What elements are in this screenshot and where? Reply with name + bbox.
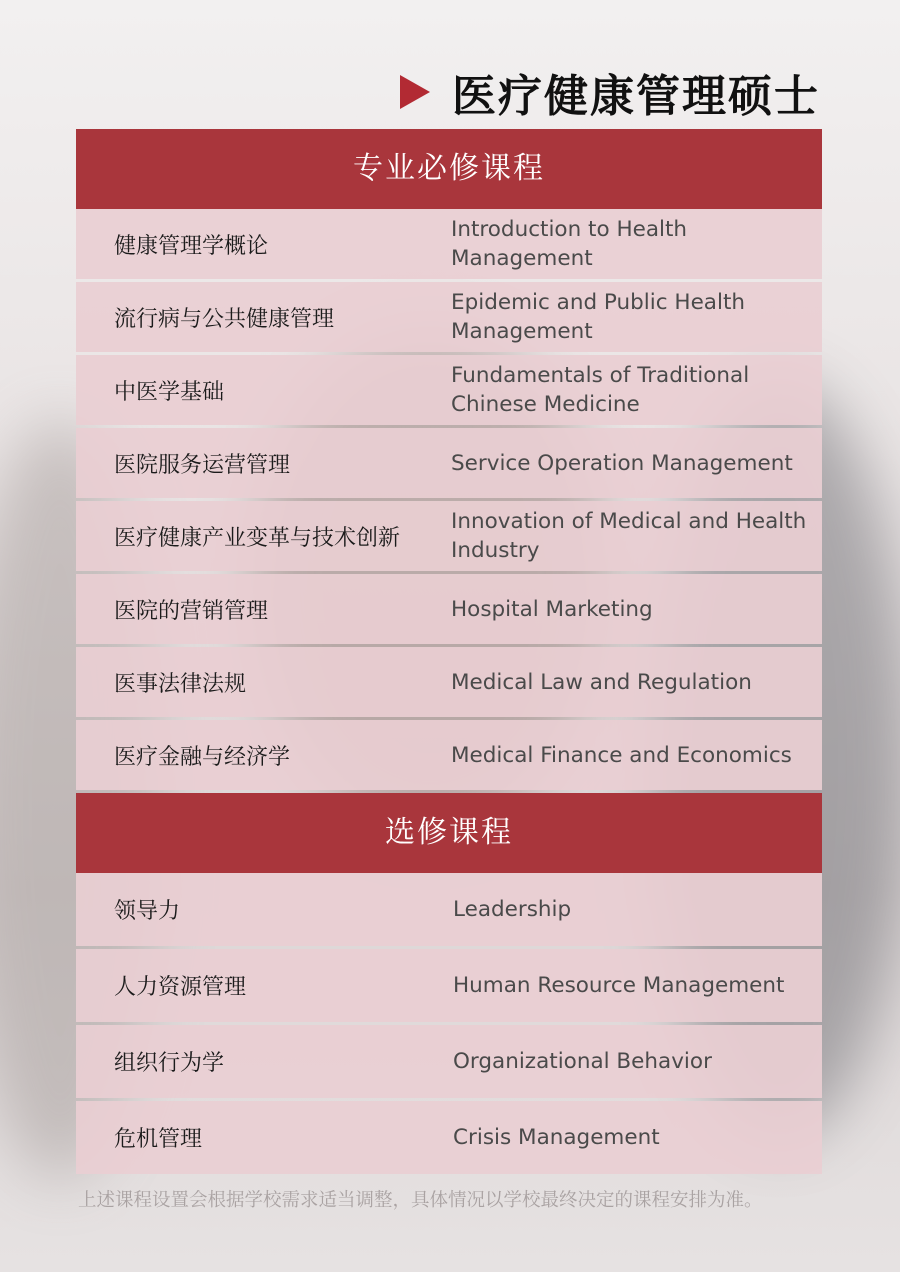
course-name-cn: 医疗金融与经济学 bbox=[114, 744, 291, 770]
course-name-en: Leadership bbox=[453, 897, 572, 922]
course-name-cn: 健康管理学概论 bbox=[114, 233, 269, 259]
course-row bbox=[76, 574, 822, 644]
triangle-arrow-icon bbox=[400, 75, 430, 109]
footnote: 上述课程设置会根据学校需求适当调整，具体情况以学校最终决定的课程安排为准。 bbox=[78, 1190, 763, 1211]
course-row bbox=[76, 949, 822, 1022]
course-table bbox=[76, 129, 822, 1174]
course-row bbox=[76, 355, 822, 425]
required-courses-list bbox=[76, 209, 822, 790]
course-name-en: Human Resource Management bbox=[453, 973, 785, 998]
course-name-cn: 流行病与公共健康管理 bbox=[114, 306, 335, 332]
course-name-cn: 医疗健康产业变革与技术创新 bbox=[114, 525, 401, 551]
required-courses-header: 专业必修课程 bbox=[76, 129, 822, 209]
course-row bbox=[76, 282, 822, 352]
course-name-en: Introduction to Health Management bbox=[451, 217, 688, 271]
course-row bbox=[76, 720, 822, 790]
course-name-en: Medical Finance and Economics bbox=[451, 742, 792, 768]
course-name-en: Fundamentals of Traditional Chinese Medicine bbox=[451, 363, 750, 417]
course-name-cn: 人力资源管理 bbox=[114, 975, 247, 1000]
course-name-cn: 危机管理 bbox=[114, 1127, 203, 1152]
course-name-en: Hospital Marketing bbox=[451, 596, 653, 622]
course-row bbox=[76, 873, 822, 946]
course-row bbox=[76, 209, 822, 279]
course-row bbox=[76, 1025, 822, 1098]
course-name-en: Organizational Behavior bbox=[453, 1049, 712, 1074]
course-name-cn: 组织行为学 bbox=[114, 1051, 225, 1076]
course-name-cn: 医院的营销管理 bbox=[114, 598, 269, 624]
page-title: 医疗健康管理硕士 bbox=[452, 71, 820, 122]
course-name-cn: 领导力 bbox=[114, 899, 181, 924]
course-row bbox=[76, 501, 822, 571]
course-row bbox=[76, 428, 822, 498]
course-name-cn: 中医学基础 bbox=[114, 379, 225, 405]
course-name-en: Medical Law and Regulation bbox=[451, 669, 752, 695]
course-name-cn: 医院服务运营管理 bbox=[114, 452, 291, 478]
page-title-block bbox=[400, 64, 820, 120]
course-name-cn: 医事法律法规 bbox=[114, 671, 247, 697]
course-row bbox=[76, 1101, 822, 1174]
course-row bbox=[76, 647, 822, 717]
elective-courses-header: 选修课程 bbox=[76, 793, 822, 873]
elective-courses-list bbox=[76, 873, 822, 1174]
course-name-en: Innovation of Medical and Health Industry bbox=[451, 509, 807, 563]
course-name-en: Crisis Management bbox=[453, 1125, 660, 1150]
course-name-en: Service Operation Management bbox=[451, 450, 793, 476]
course-name-en: Epidemic and Public Health Management bbox=[451, 290, 745, 344]
